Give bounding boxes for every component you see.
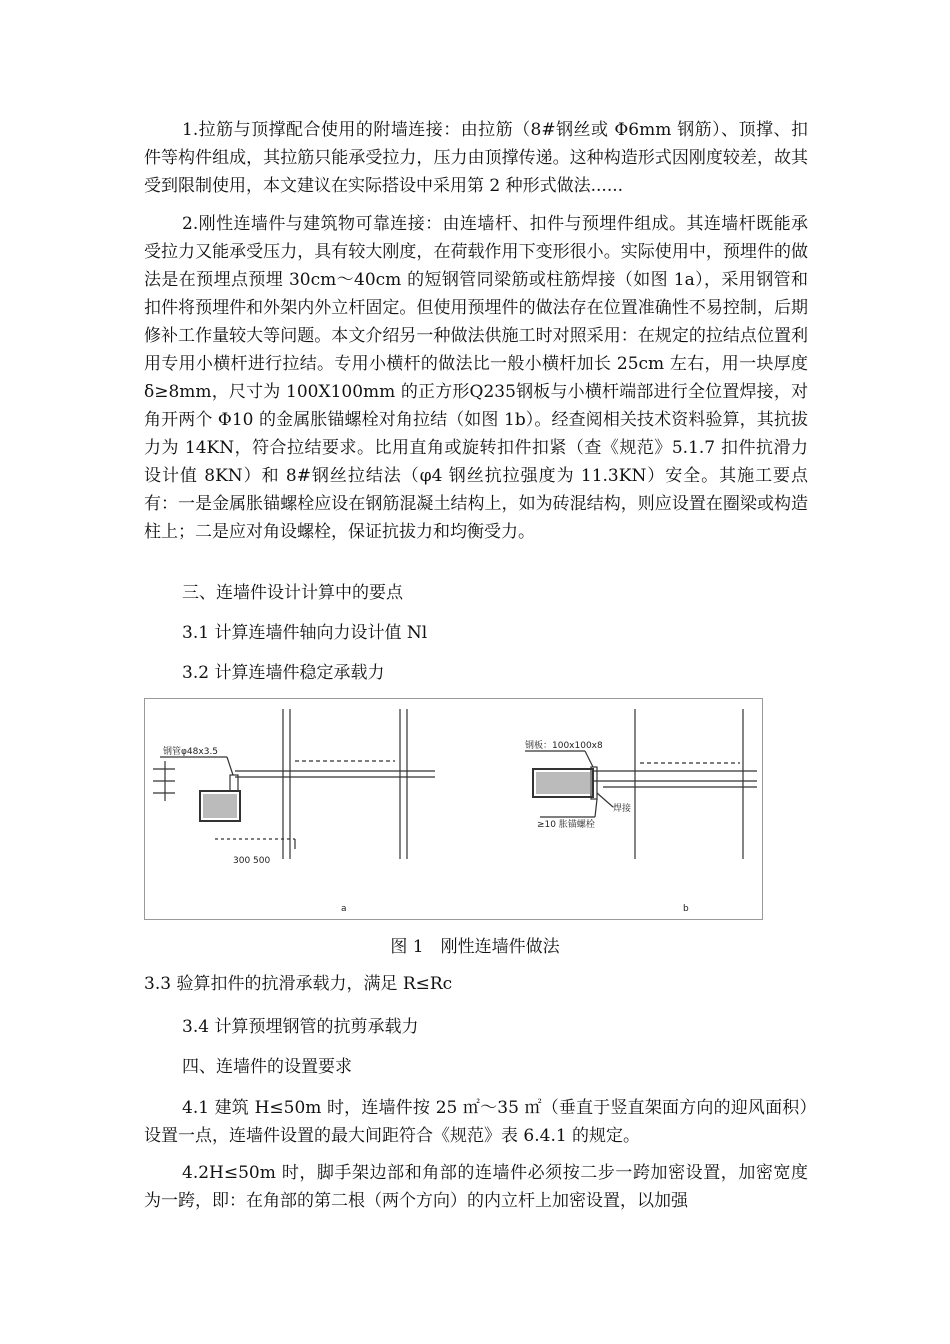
section-heading-4: 四、连墙件的设置要求 xyxy=(182,1057,352,1077)
subsection-3-2: 3.2 计算连墙件稳定承载力 xyxy=(182,663,385,683)
paragraph-1: 1.拉筋与顶撑配合使用的附墙连接：由拉筋（8#钢丝或 Φ6mm 钢筋）、顶撑、扣件等构件组成，其拉筋只能承受拉力，压力由顶撑传递。这种构造形式因刚度较差，故其受到限制使用，本文建议在实际搭设中采用第 2 种形式做法...... xyxy=(144,120,808,196)
paragraph-2: 2.刚性连墙件与建筑物可靠连接：由连墙杆、扣件与预埋件组成。其连墙杆既能承受拉力又能承受压力，具有较大刚度，在荷载作用下变形很小。实际使用中，预埋件的做法是在预埋点预埋 30cm～40cm 的短钢管同梁筋或柱筋焊接（如图 1a），采用钢管和扣件将预埋件和外架内外立杆固定。但使用预埋件的做法存在位置准确性不易控制，后期修补工作量较大等问题。本文介绍另一种做法供施工时对照采用：在规定的拉结点位置利用专用小横杆进行拉结。专用小横杆的做法比一般小横杆加长 25cm 左右，用一块厚度 δ≥8mm，尺寸为 100X100mm 的正方形Q235钢板与小横杆端部进行全位置焊接，对角开两个 Φ10 的金属胀锚螺栓对角拉结（如图 1b）。经查阅相关技术资料验算，其抗拔力为 14KN，符合拉结要求。比用直角或旋转扣件扣紧（查《规范》5.1.7 扣件抗滑力设计值 8KN）和 8#钢丝拉结法（φ4 钢丝抗拉强度为 11.3KN）安全。其施工要点有：一是金属胀锚螺栓应设在钢筋混凝土结构上，如为砖混结构，则应设置在圈梁或构造柱上；二是应对角设螺栓，保证抗拔力和均衡受力。 xyxy=(144,214,808,542)
figure-caption: 图 1 刚性连墙件做法 xyxy=(390,937,560,957)
subsection-3-1: 3.1 计算连墙件轴向力设计值 Nl xyxy=(182,623,428,643)
left-dimension: 300 500 xyxy=(233,856,271,866)
right-label-top: 钢板：100x100x8 xyxy=(525,741,603,751)
left-label-top: 钢管φ48x3.5 xyxy=(163,747,219,757)
subsection-3-4: 3.4 计算预埋钢管的抗剪承载力 xyxy=(182,1017,419,1037)
figure-drawing xyxy=(145,699,764,921)
paragraph-4-2: 4.2H≤50m 时，脚手架边部和角部的连墙件必须按二步一跨加密设置，加密宽度为一跨，即：在角部的第二根（两个方向）的内立杆上加密设置，以加强 xyxy=(144,1163,808,1211)
right-label-bolt: ≥10 胀锚螺栓 xyxy=(537,820,595,830)
paragraph-4-1: 4.1 建筑 H≤50m 时，连墙件按 25 ㎡～35 ㎡（垂直于竖直架面方向的迎风面积）设置一点，连墙件设置的最大间距符合《规范》表 6.4.1 的规定。 xyxy=(144,1098,808,1146)
left-sublabel: a xyxy=(341,904,347,914)
figure-1 xyxy=(144,698,763,920)
subsection-3-3: 3.3 验算扣件的抗滑承载力，满足 R≤Rc xyxy=(144,974,453,994)
right-sublabel: b xyxy=(683,904,689,914)
section-heading-3: 三、连墙件设计计算中的要点 xyxy=(182,583,403,603)
right-label-weld: 焊接 xyxy=(613,804,632,814)
